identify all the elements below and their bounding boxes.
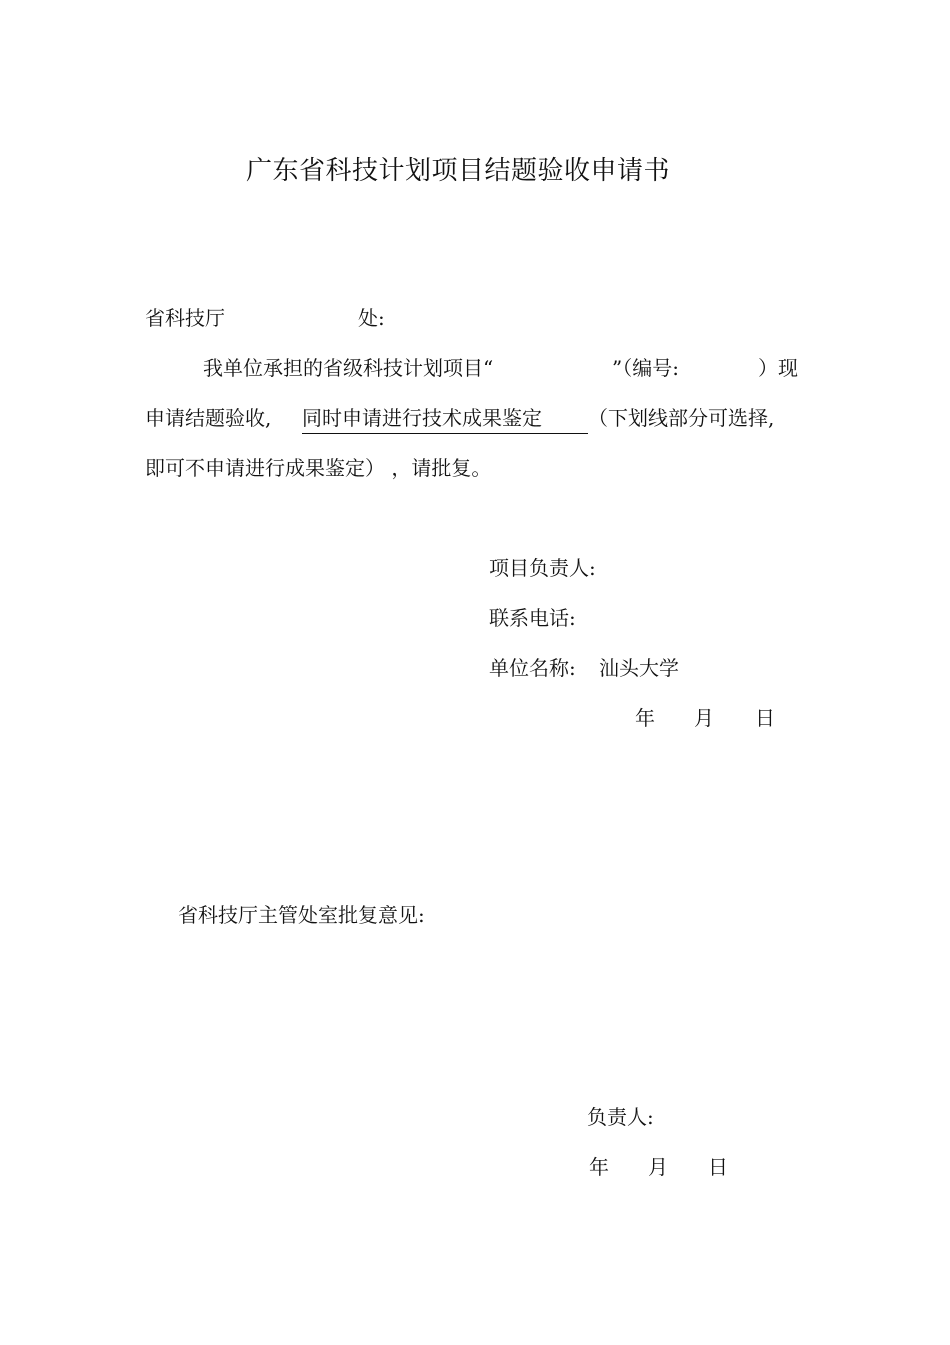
unit-name-label: 单位名称:	[489, 656, 576, 680]
addressee-suffix: 处:	[358, 306, 385, 330]
body-line2-end: （下划线部分可选择,	[588, 406, 775, 430]
document-title: 广东省科技计划项目结题验收申请书	[245, 156, 670, 186]
approval-leader-label: 负责人:	[587, 1105, 654, 1129]
phone-label: 联系电话:	[489, 606, 576, 630]
applicant-day: 日	[755, 706, 775, 730]
project-leader-label: 项目负责人:	[489, 556, 596, 580]
approval-day: 日	[708, 1155, 728, 1179]
optional-appraisal-underlined: 同时申请进行技术成果鉴定	[302, 404, 588, 434]
body-line3: 即可不申请进行成果鉴定） ，请批复。	[145, 456, 492, 480]
body-line1-end: ）现	[758, 356, 798, 380]
addressee-prefix: 省科技厅	[145, 306, 225, 330]
approval-month: 月	[648, 1155, 668, 1179]
unit-name-value: 汕头大学	[599, 656, 679, 680]
approval-opinion-label: 省科技厅主管处室批复意见:	[178, 903, 425, 927]
applicant-month: 月	[694, 706, 714, 730]
body-line1-start: 我单位承担的省级科技计划项目“	[203, 356, 494, 380]
applicant-year: 年	[635, 706, 655, 730]
approval-year: 年	[589, 1155, 609, 1179]
body-line2-start: 申请结题验收,	[145, 406, 272, 430]
body-line1-quote-close: ”（编号:	[612, 356, 679, 380]
